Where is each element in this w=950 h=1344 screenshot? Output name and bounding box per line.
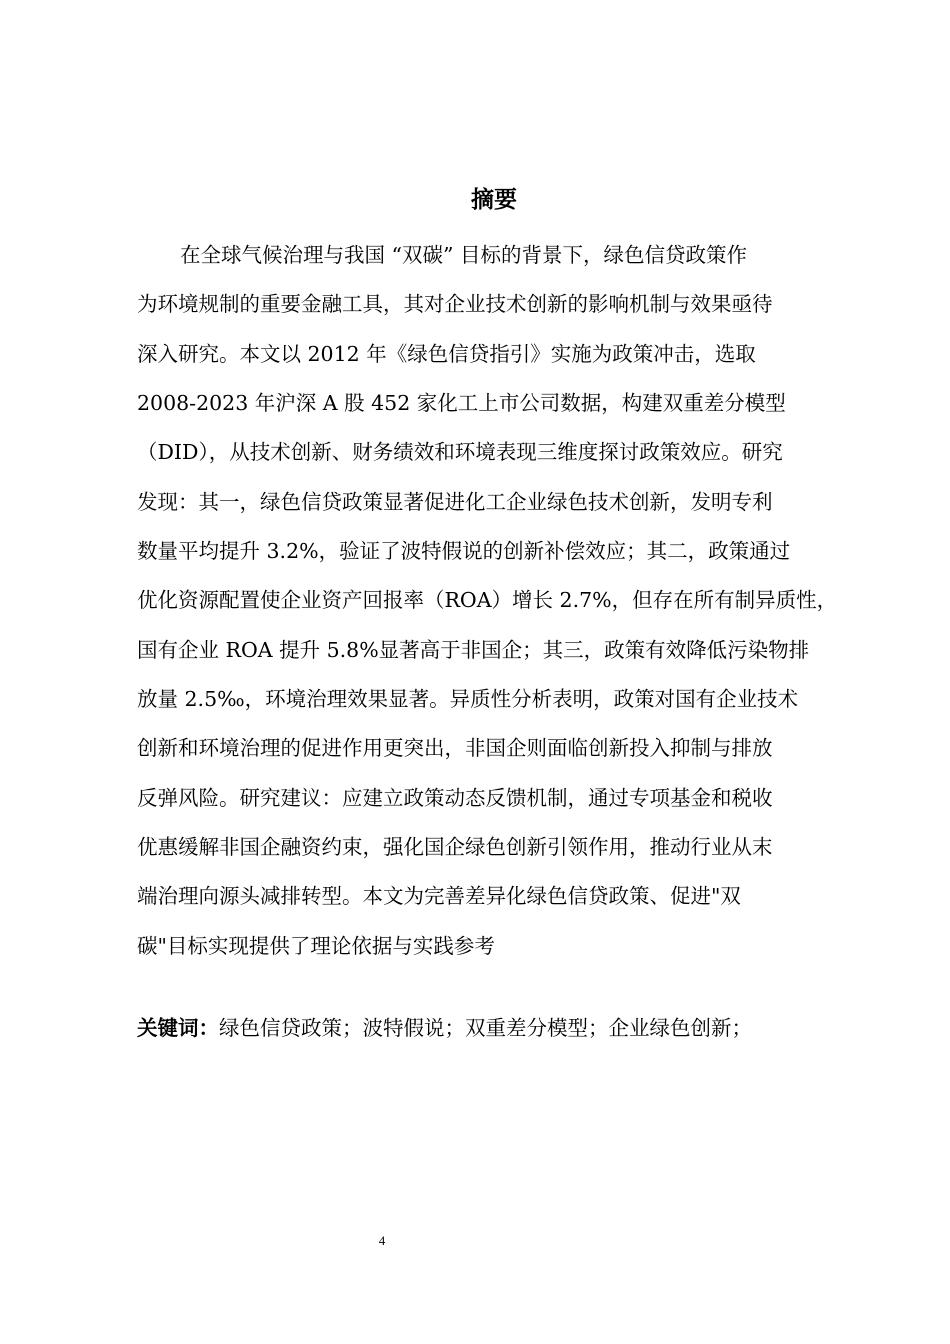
abstract-line: 国有企业 ROA 提升 5.8%显著高于非国企；其三，政策有效降低污染物排 — [137, 638, 810, 662]
keywords-line — [137, 1013, 752, 1044]
abstract-line: 2008-2023 年沪深 A 股 452 家化工上市公司数据，构建双重差分模型 — [137, 391, 786, 415]
abstract-line: 碳"目标实现提供了理论依据与实践参考 — [137, 934, 495, 958]
keywords-label: 关键词： — [137, 1016, 219, 1040]
abstract-line: 深入研究。本文以 2012 年《绿色信贷指引》实施为政策冲击，选取 — [137, 342, 756, 366]
abstract-line: 优惠缓解非国企融资约束，强化国企绿色创新引领作用，推动行业从末 — [137, 835, 773, 859]
abstract-line: 放量 2.5‰，环境治理效果显著。异质性分析表明，政策对国有企业技术 — [137, 687, 799, 711]
page-number: 4 — [378, 1233, 386, 1248]
abstract-line: 在全球气候治理与我国 “双碳” 目标的背景下，绿色信贷政策作 — [180, 243, 747, 267]
abstract-line: 数量平均提升 3.2%，验证了波特假说的创新补偿效应；其二，政策通过 — [137, 539, 791, 563]
keywords-text: 绿色信贷政策；波特假说；双重差分模型；企业绿色创新； — [219, 1016, 752, 1040]
abstract-line: 端治理向源头减排转型。本文为完善差异化绿色信贷政策、促进"双 — [137, 884, 741, 908]
abstract-line: 创新和环境治理的促进作用更突出，非国企则面临创新投入抑制与排放 — [137, 736, 773, 760]
abstract-line: 优化资源配置使企业资产回报率（ROA）增长 2.7%，但存在所有制异质性， — [137, 588, 838, 612]
abstract-line: （DID），从技术创新、财务绩效和环境表现三维度探讨政策效应。研究 — [137, 440, 783, 464]
abstract-line: 为环境规制的重要金融工具，其对企业技术创新的影响机制与效果亟待 — [137, 292, 773, 316]
abstract-line: 反弹风险。研究建议：应建立政策动态反馈机制，通过专项基金和税收 — [137, 786, 773, 810]
abstract-title: 摘要 — [471, 187, 517, 213]
abstract-line: 发现：其一，绿色信贷政策显著促进化工企业绿色技术创新，发明专利 — [137, 490, 773, 514]
